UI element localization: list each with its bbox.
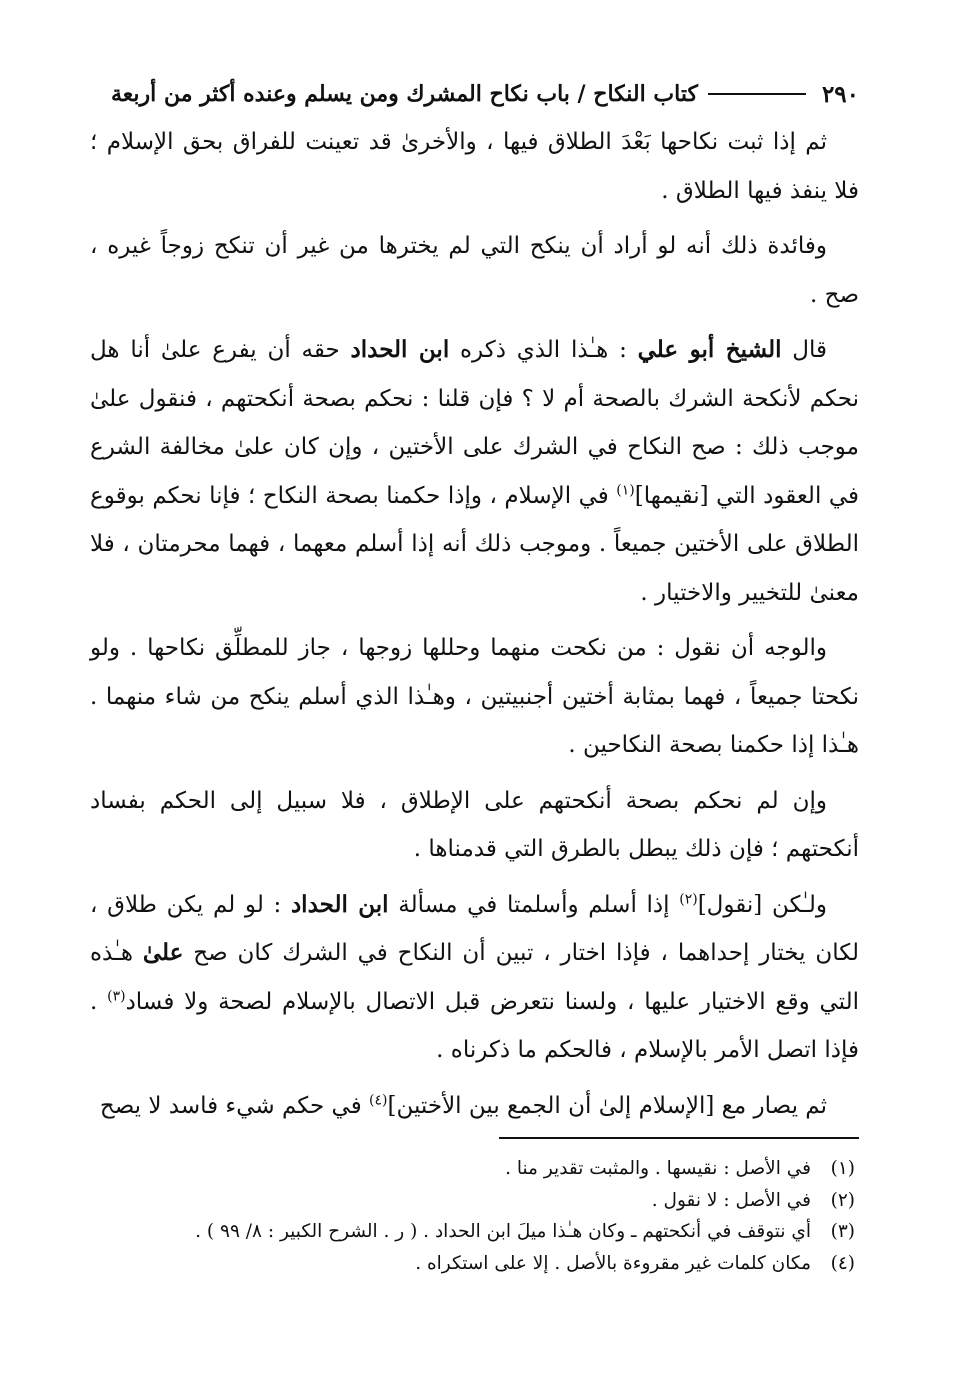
body-text [90, 118, 859, 1130]
page-number: ٢٩٠ [821, 80, 859, 108]
running-title: كتاب النكاح / باب نكاح المشرك ومن يسلم وعنده أكثر من أربعة [111, 81, 698, 107]
text-segment: في الإسلام ، وإذا حكمنا بصحة النكاح ؛ فإنا نحكم بوقوع الطلاق على الأختين جميعاً . وموجب ذلك أنه إذا أسلم معهما ، فهما محرمتان ، فلا معنىٰ للتخيير والاختيار . [90, 482, 859, 606]
text-segment: ثم يصار مع [الإسلام إلىٰ أن الجمع بين الأختين] [387, 1092, 827, 1119]
text-segment: وفائدة ذلك أنه لو أراد أن ينكح التي لم يخترها من غير أن تنكح زوجاً غيره ، صح . [90, 233, 859, 308]
paragraph [90, 118, 859, 215]
paragraph [90, 1082, 859, 1131]
text-segment: ولـٰكن [نقول] [697, 891, 828, 918]
paragraph [90, 881, 859, 1075]
footnote-text: مكان كلمات غير مقروءة بالأصل . إلا على استكراه . [415, 1252, 811, 1274]
bold-name: الشيخ أبو علي [637, 336, 782, 363]
footnote-number: (١) [830, 1158, 855, 1179]
paragraph [90, 326, 859, 617]
text-segment: ثم إذا ثبت نكاحها بَعْدَ الطلاق فيها ، والأخرىٰ قد تعينت للفراق بحق الإسلام ؛ فلا ينفذ فيها الطلاق . [90, 129, 859, 204]
footnotes [90, 1153, 859, 1279]
bold-name: علىٰ [142, 939, 184, 966]
header-rule [708, 93, 806, 95]
footnote [90, 1216, 859, 1248]
footnote-marker: (١) [616, 481, 635, 498]
text-segment: هـٰذه التي وقع الاختيار عليها ، ولسنا نتعرض قبل الاتصال بالإسلام لصحة ولا فساد [90, 940, 860, 1015]
paragraph [90, 624, 859, 770]
text-segment: : لو لم يكن طلاق ، لكان يختار إحداهما ، فإذا اختار ، تبين أن النكاح في الشرك كان صح [90, 891, 859, 966]
text-segment: . فإذا اتصل الأمر بالإسلام ، فالحكم ما ذكرناه . [90, 988, 859, 1063]
text-segment: حقه أن يفرع علىٰ أنا هل نحكم لأنكحة الشرك بالصحة أم لا ؟ فإن قلنا : نحكم بصحة أنكحتهم ، فنقول علىٰ موجب ذلك : صح النكاح في الشرك على الأختين ، وإن كان علىٰ مخالفة الشرع في العقود التي [نقيمها] [90, 337, 859, 509]
text-segment: : هـٰذا الذي ذكره [449, 337, 638, 363]
bold-name: ابن الحداد [350, 336, 450, 363]
footnote-separator [499, 1137, 859, 1139]
text-segment: قال [781, 337, 827, 363]
paragraph [90, 777, 859, 874]
footnote [90, 1153, 859, 1185]
text-segment: والوجه أن نقول : من نكحت منهما وحللها زوجها ، جاز للمطلِّق نكاحها . ولو نكحتا جميعاً ، فهما بمثابة أختين أجنبيتين ، وهـٰذا الذي أسلم ينكح من شاء منهما . هـٰذا إذا حكمنا بصحة النكاحين . [90, 635, 859, 758]
footnote [90, 1248, 859, 1280]
bold-name: ابن الحداد [290, 890, 389, 918]
text-segment: إذا أسلم وأسلمتا في مسألة [388, 891, 680, 918]
footnote [90, 1185, 859, 1217]
page-header [90, 70, 859, 118]
footnote-number: (٣) [830, 1221, 855, 1242]
text-segment: في حكم شيء فاسد لا يصح [99, 1092, 370, 1119]
paragraph [90, 222, 859, 319]
footnote-text: أي نتوقف في أنكحتهم ـ وكان هـٰذا ميلَ ابن الحداد . ( ر . الشرح الكبير : ٨/ ٩٩ ) . [195, 1221, 811, 1242]
footnote-number: (٢) [830, 1189, 855, 1211]
footnote-marker: (٣) [107, 987, 126, 1004]
footnote-marker: (٤) [369, 1091, 388, 1108]
footnote-text: في الأصل : نقيسها . والمثبت تقدير منا . [505, 1158, 811, 1179]
text-segment: وإن لم نحكم بصحة أنكحتهم على الإطلاق ، فلا سبيل إلى الحكم بفساد أنكحتهم ؛ فإن ذلك يبطل بالطرق التي قدمناها . [90, 787, 859, 862]
footnote-marker: (٢) [679, 890, 698, 907]
footnote-number: (٤) [830, 1252, 855, 1274]
footnote-text: في الأصل : لا نقول . [651, 1189, 811, 1211]
